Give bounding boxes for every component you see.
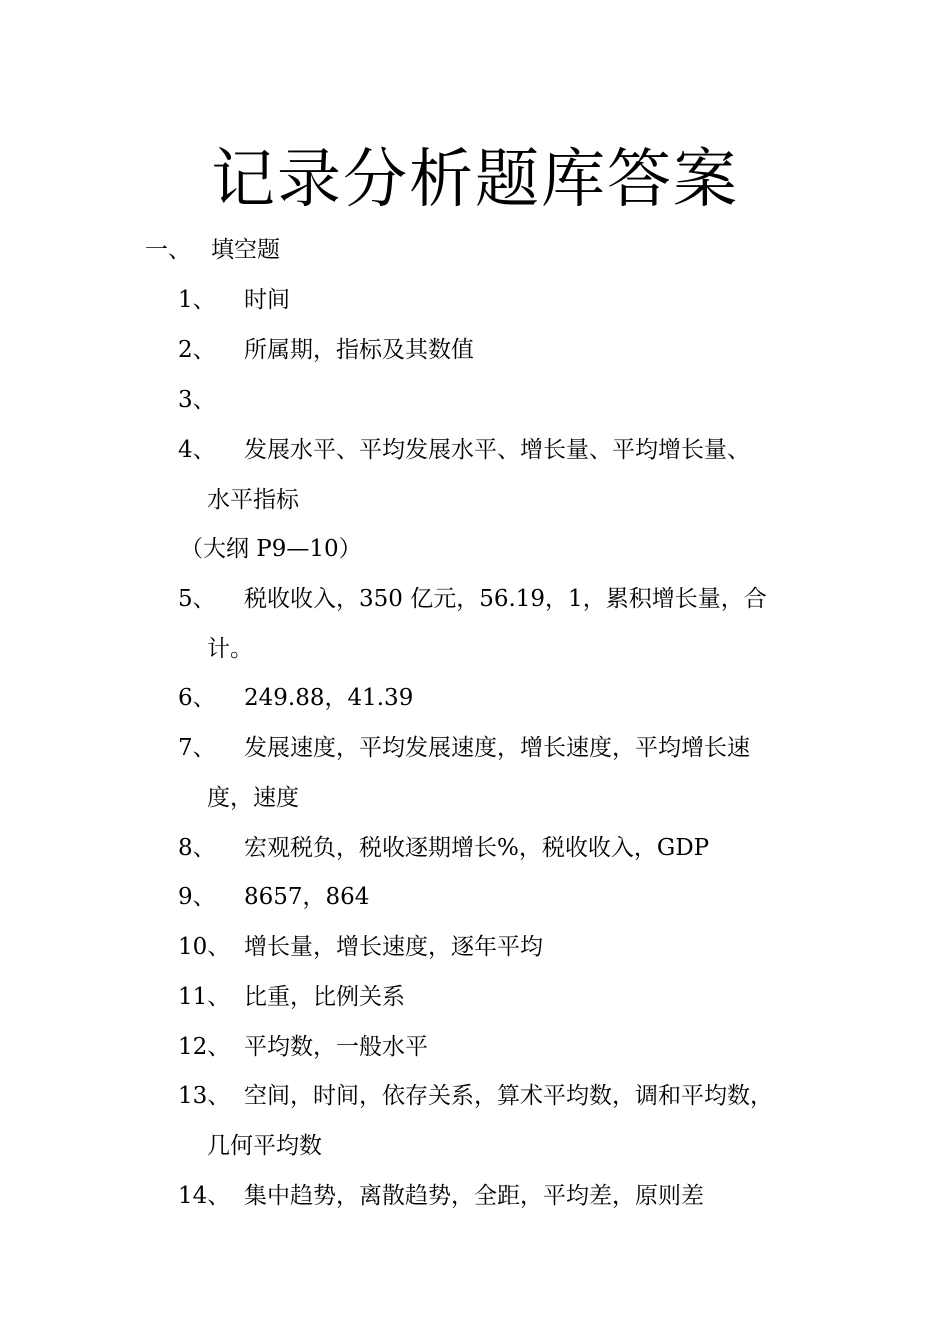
item-number: 10、	[178, 934, 231, 960]
list-item	[178, 333, 474, 367]
item-continuation: 几何平均数	[207, 1133, 322, 1159]
item-text: 税收收入，350 亿元，56.19，1，累积增长量，合	[244, 586, 767, 612]
item-number: 5、	[178, 586, 216, 612]
item-continuation: 度，速度	[207, 785, 299, 811]
item-text: 平均数，一般水平	[244, 1034, 428, 1060]
item-number: 4、	[178, 437, 216, 463]
item-text: 集中趋势，离散趋势，全距，平均差，原则差	[244, 1183, 704, 1209]
item-number: 8、	[178, 835, 216, 861]
item-text: 空间，时间，依存关系，算术平均数，调和平均数，	[244, 1083, 773, 1109]
item-text: 发展速度，平均发展速度，增长速度，平均增长速	[244, 735, 750, 761]
list-item	[178, 283, 290, 317]
list-item	[178, 582, 767, 616]
item-number: 7、	[178, 735, 216, 761]
section-number: 一、	[145, 237, 191, 263]
section-heading	[145, 233, 280, 267]
item-text: 增长量，增长速度，逐年平均	[244, 934, 543, 960]
section-label: 填空题	[211, 237, 280, 263]
list-item	[178, 731, 750, 765]
list-item	[178, 880, 369, 914]
item-number: 3、	[178, 387, 216, 413]
item-number: 13、	[178, 1083, 231, 1109]
item-number: 6、	[178, 685, 216, 711]
page-title: 记录分析题库答案	[211, 143, 739, 217]
item-number: 1、	[178, 287, 216, 313]
item-text: 发展水平、平均发展水平、增长量、平均增长量、	[244, 437, 750, 463]
item-text: 8657，864	[244, 884, 370, 910]
item-number: 2、	[178, 337, 216, 363]
list-item	[178, 681, 413, 715]
item-number: 12、	[178, 1034, 231, 1060]
syllabus-note: （大纲 P9—10）	[180, 536, 362, 562]
list-item	[178, 1079, 773, 1113]
item-continuation: 计。	[207, 636, 253, 662]
list-item	[178, 1179, 704, 1213]
list-item	[178, 831, 709, 865]
item-number: 14、	[178, 1183, 231, 1209]
item-text: 时间	[244, 287, 290, 313]
item-number: 11、	[178, 984, 231, 1010]
list-item	[178, 1030, 428, 1064]
list-item	[178, 383, 244, 417]
list-item	[178, 930, 543, 964]
item-number: 9、	[178, 884, 216, 910]
item-text: 比重，比例关系	[244, 984, 405, 1010]
item-text: 宏观税负，税收逐期增长%，税收收入，GDP	[244, 835, 710, 861]
item-text: 所属期，指标及其数值	[244, 337, 474, 363]
item-text: 249.88，41.39	[244, 685, 414, 711]
list-item	[178, 433, 750, 467]
item-continuation: 水平指标	[207, 487, 299, 513]
list-item	[178, 980, 405, 1014]
